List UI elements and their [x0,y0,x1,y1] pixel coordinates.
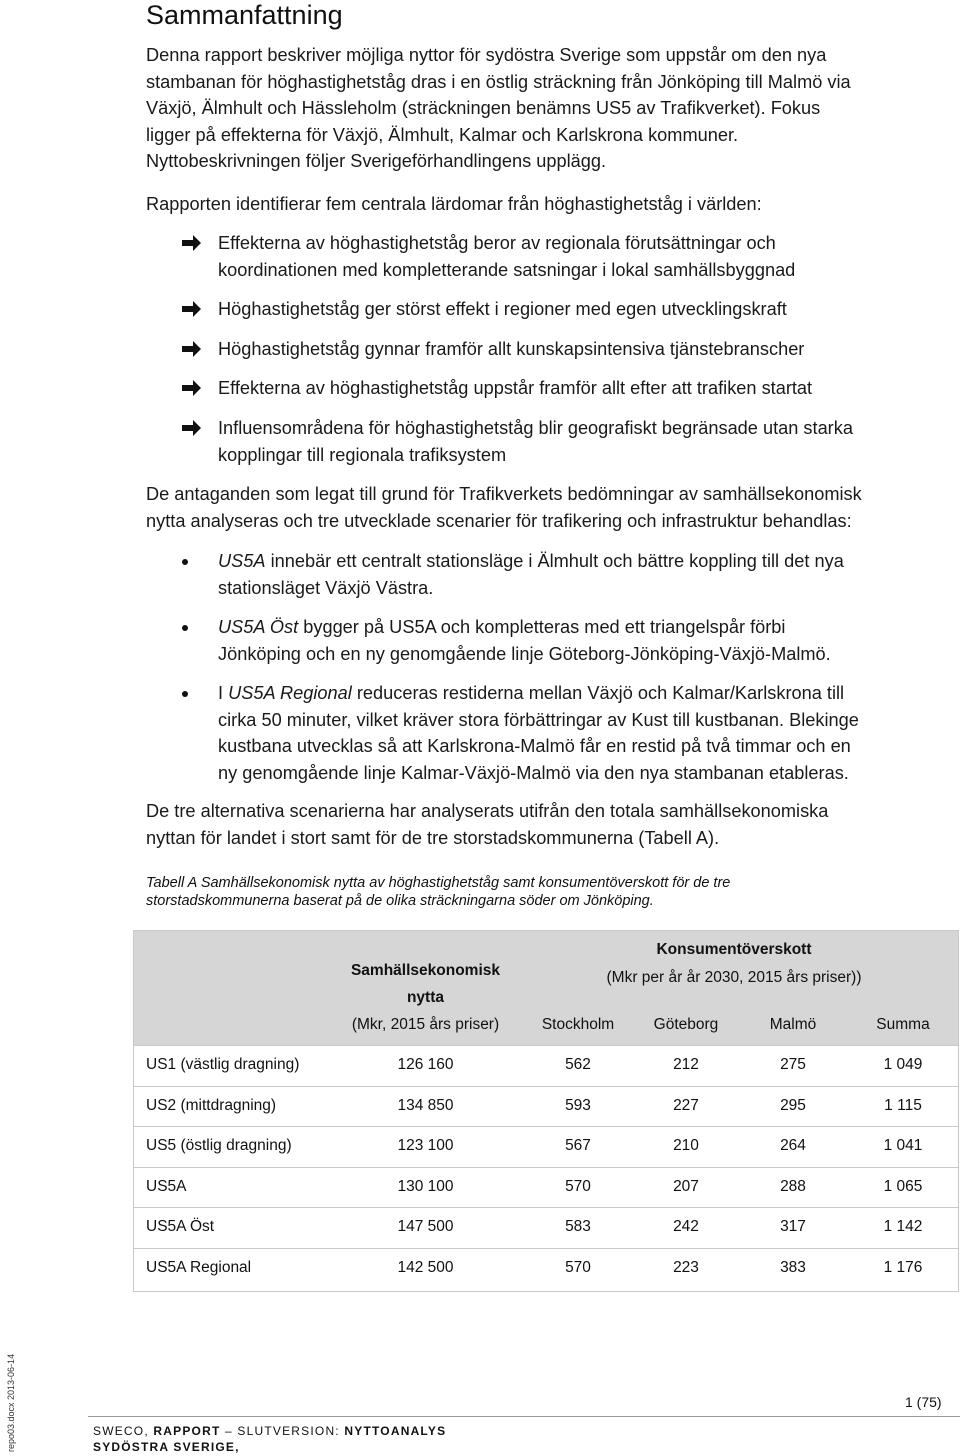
table-cell: 567 [565,1137,591,1154]
table-cell: 295 [780,1097,806,1114]
table-cell: 147 500 [397,1218,454,1235]
table-cell: 142 500 [397,1259,454,1276]
scenario-intro [146,481,936,534]
row-label: US1 (västlig dragning) [146,1056,300,1073]
page-number: 1 (75) [905,1394,942,1410]
bullet-icon [182,691,188,697]
column-header: Summa [876,1016,930,1033]
table-cell: 317 [780,1218,806,1235]
caption-line: storstadskommunerna baserat på de olika sträckningarna söder om Jönköping. [146,893,654,909]
row-label: US5A Regional [146,1259,252,1276]
scenario-name: US5A [218,551,266,571]
conclusion-line: nyttan för landet i stort samt för de tre storstadskommunerna (Tabell A). [146,827,720,848]
footer-doc-name: NYTTOANALYS [344,1424,447,1438]
intro-line: Växjö, Älmhult och Hässleholm (sträckningen benämns US5 av Trafikverket). Fokus [146,98,821,118]
table-cell: 1 065 [883,1178,923,1195]
caption-line: Tabell A Samhällsekonomisk nytta av höghastighetståg samt konsumentöverskott för de tre [146,875,731,891]
lesson-text: Influensområdena för höghastighetståg blir geografiskt begränsade utan starka [218,418,853,438]
table-caption [146,874,846,910]
intro-paragraph [146,42,936,175]
header-socio: nytta [406,989,445,1006]
scenario-text: Jönköping och en ny genomgående linje Göteborg-Jönköping-Växjö-Malmö. [218,643,831,664]
footer-line-1 [93,1424,446,1438]
table-cell: 134 850 [397,1097,454,1114]
scenario-text: innebär ett centralt stationsläge i Älmhult och bättre koppling till det nya [265,551,844,571]
bullet-icon [182,625,188,631]
data-table [133,930,959,1292]
lesson-text: Höghastighetståg ger störst effekt i regioner med egen utvecklingskraft [218,299,787,319]
table-cell: 383 [780,1259,806,1276]
page-title: Sammanfattning [146,0,343,30]
table-cell: 126 160 [397,1056,454,1073]
scenario-intro-line: nytta analyseras och tre utvecklade scenarier för trafikering och infrastruktur behandlas: [146,510,852,531]
footer-divider [88,1416,960,1417]
scenario-text: kustbana utvecklas så att Karlskrona-Malmö får en restid på två timmar och en [218,736,851,756]
header-consumer-unit: (Mkr per år år 2030, 2015 års priser)) [606,969,862,986]
arrow-right-icon [180,415,202,441]
arrow-right-icon [180,296,202,322]
lessons-intro: Rapporten identifierar fem centrala lärdomar från höghastighetståg i världen: [146,194,762,214]
table-cell: 227 [673,1097,699,1114]
footer-doc-type: RAPPORT [153,1424,221,1438]
table-cell: 288 [780,1178,806,1195]
header-socio: Samhällsekonomisk [350,962,501,979]
table-cell: 210 [673,1137,699,1154]
scenario-name: US5A Regional [228,683,352,703]
table-cell: 223 [673,1259,699,1276]
table-cell: 570 [565,1178,591,1195]
table-cell: 275 [780,1056,806,1073]
column-header: Stockholm [541,1016,615,1033]
table-cell: 242 [673,1218,699,1235]
conclusion-line: De tre alternativa scenarierna har analyserats utifrån den totala samhällsekonomiska [146,801,829,821]
column-header: Göteborg [653,1016,719,1033]
table-cell: 593 [565,1097,591,1114]
lesson-text: koordinationen med kompletterande satsningar i lokal samhällsbyggnad [218,259,796,280]
row-label: US2 (mittdragning) [146,1097,277,1114]
table-cell: 562 [565,1056,591,1073]
arrow-right-icon [180,230,202,256]
scenario-prefix: I [218,683,229,703]
lesson-text: Effekterna av höghastighetståg beror av regionala förutsättningar och [218,233,776,253]
intro-line: Denna rapport beskriver möjliga nyttor för sydöstra Sverige som uppstår om den nya [146,45,827,65]
table-cell: 1 041 [883,1137,923,1154]
table-cell: 1 115 [884,1097,922,1114]
conclusion-paragraph [146,798,936,851]
lesson-text: Höghastighetståg gynnar framför allt kunskapsintensiva tjänstebranscher [218,339,805,359]
footer-version: – SLUTVERSION: [220,1424,345,1438]
scenario-text: ny genomgående linje Kalmar-Växjö-Malmö via den nya stambanan etableras. [218,762,849,783]
column-header: Malmö [769,1016,817,1033]
table-cell: 1 176 [883,1259,923,1276]
scenario-text: bygger på US5A och kompletteras med ett triangelspår förbi [298,617,786,637]
scenario-text: reduceras restiderna mellan Växjö och Kalmar/Karlskrona till [351,683,845,703]
table-cell: 130 100 [397,1178,454,1195]
scenario-intro-line: De antaganden som legat till grund för Trafikverkets bedömningar av samhällsekonomisk [146,484,862,504]
row-label: US5A Öst [146,1218,215,1235]
scenario-name: US5A Öst [218,617,299,637]
footer-line-2: SYDÖSTRA SVERIGE, [93,1440,240,1454]
footer-company: SWECO, [93,1424,154,1438]
table-cell: 123 100 [397,1137,454,1154]
row-label: US5A [146,1178,187,1195]
lesson-text: kopplingar till regionala trafiksystem [218,444,507,465]
table-cell: 264 [780,1137,806,1154]
arrow-right-icon [180,336,202,362]
table-cell: 583 [565,1218,591,1235]
row-label: US5 (östlig dragning) [146,1137,292,1154]
intro-line: stambanan för höghastighetståg dras i en östlig sträckning från Jönköping till Malmö via [146,71,851,92]
side-file-note: repo03.docx 2013-06-14 [6,1353,16,1452]
lesson-text: Effekterna av höghastighetståg uppstår framför allt efter att trafiken startat [218,378,813,398]
header-socio-unit: (Mkr, 2015 års priser) [351,1016,500,1033]
scenario-text: stationsläget Växjö Västra. [218,577,434,598]
arrow-right-icon [180,375,202,401]
table-cell: 212 [673,1056,699,1073]
scenario-text: cirka 50 minuter, vilket kräver stora förbättringar av Kust till kustbanan. Blekinge [218,709,859,730]
header-consumer: Konsumentöverskott [656,941,812,958]
table-cell: 207 [673,1178,699,1195]
intro-line: Nyttobeskrivningen följer Sverigeförhandlingens upplägg. [146,151,607,171]
table-cell: 1 049 [883,1056,923,1073]
table-cell: 1 142 [883,1218,923,1235]
table-cell: 570 [565,1259,591,1276]
intro-line: ligger på effekterna för Växjö, Älmhult, Kalmar och Karlskrona kommuner. [146,124,739,145]
bullet-icon [182,559,188,565]
